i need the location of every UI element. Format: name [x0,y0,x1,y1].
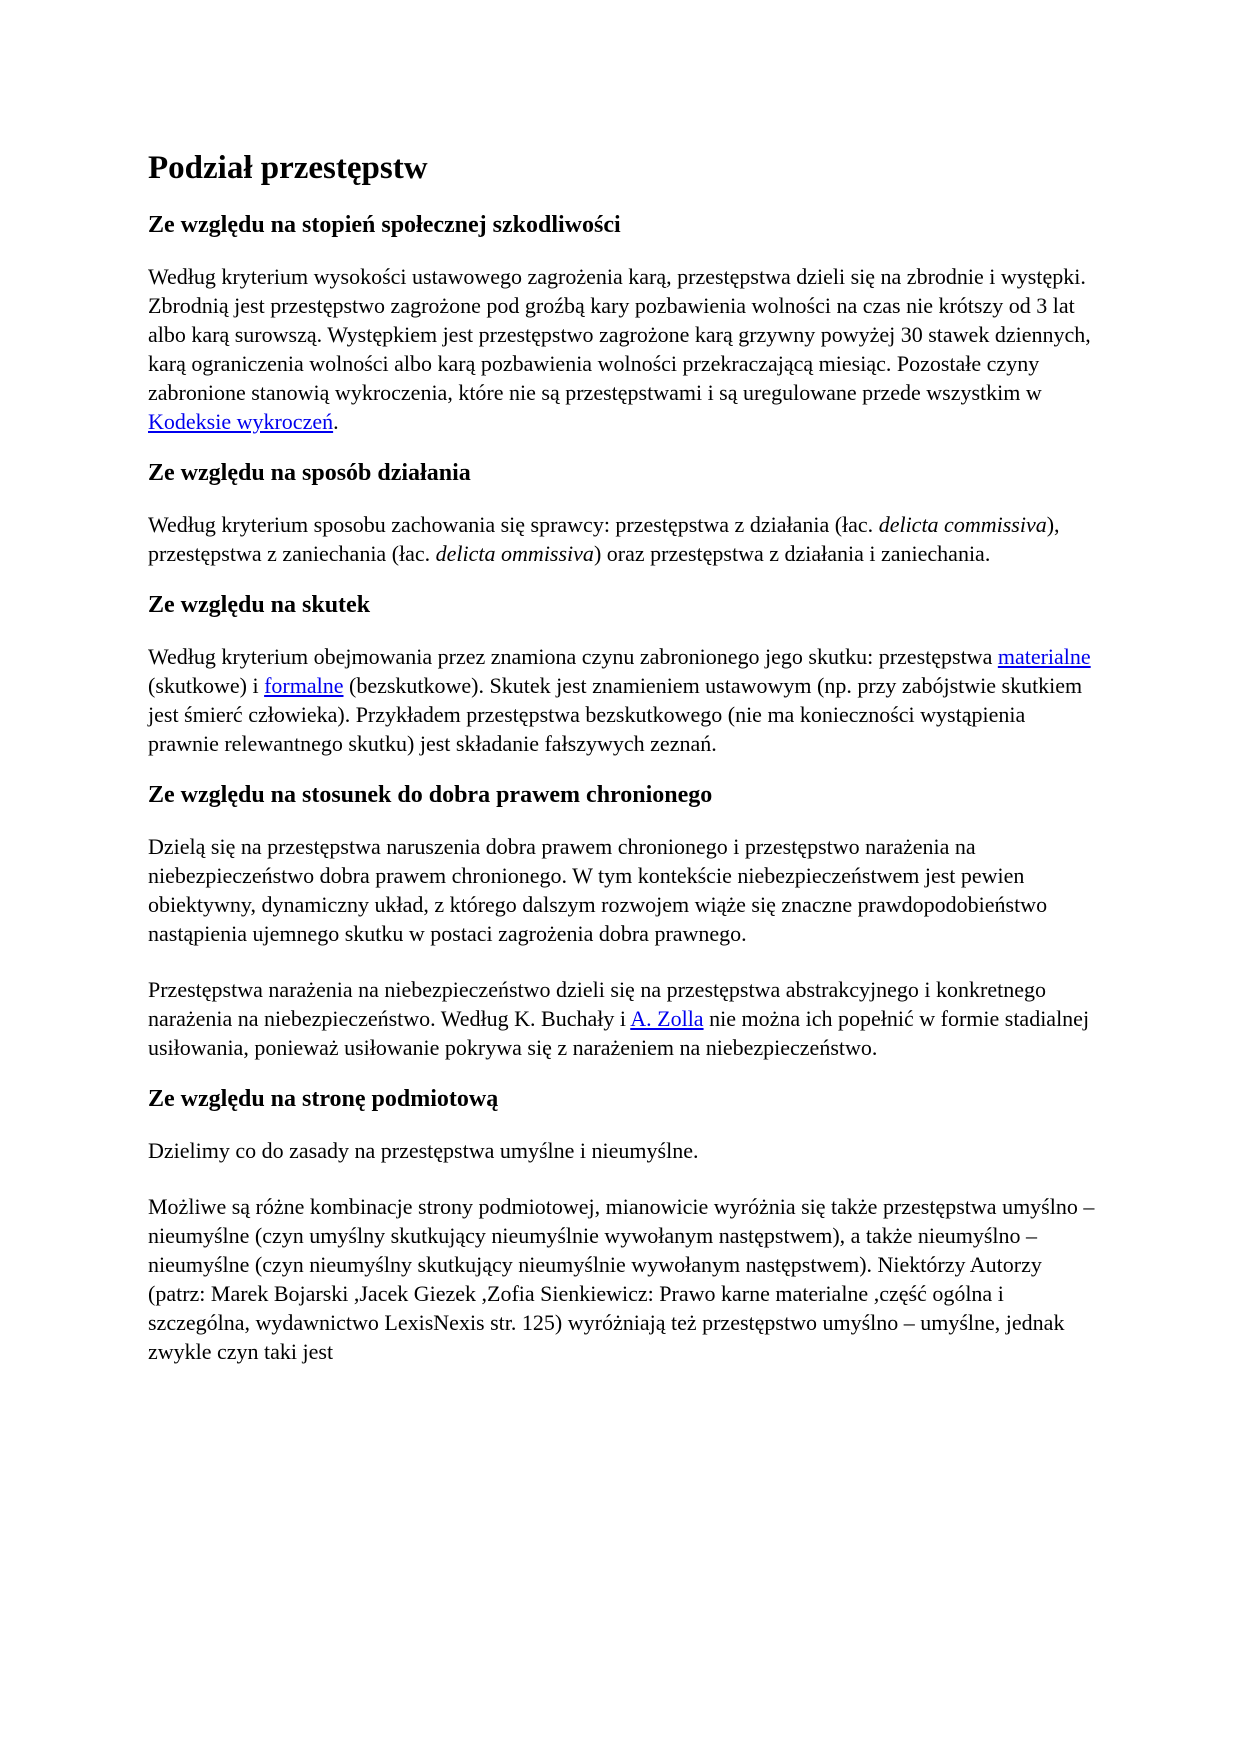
paragraph-skutek [148,642,1096,758]
document-page [148,148,1096,1393]
section-heading-dobro-chronione: Ze względu na stosunek do dobra prawem chronionego [148,782,713,808]
paragraph-text: Według kryterium wysokości ustawowego zagrożenia karą, przestępstwa dzieli się na zbrodnie i występki. Zbrodnią jest przestępstwo zagrożone pod groźbą kary pozbawienia wolności na czas nie krótszy od 3 lat albo karą surowszą. Występkiem jest przestępstwo zagrożone karą grzywny powyżej 30 stawek dziennych, karą ograniczenia wolności albo karą pozbawienia wolności przekraczającą miesiąc. Pozostałe czyny zabronione stanowią wykroczenia, które nie są przestępstwami i są uregulowane przede wszystkim w [148,264,1091,405]
document-title: Podział przestępstw [148,150,428,186]
latin-term: delicta ommissiva [435,541,594,566]
section-heading-sposob-dzialania: Ze względu na sposób działania [148,460,471,486]
paragraph-strona-podmiotowa-1: Dzielimy co do zasady na przestępstwa umyślne i nieumyślne. [148,1138,699,1163]
paragraph-text: Według kryterium obejmowania przez znamiona czynu zabronionego jego skutku: przestępstwa [148,644,998,669]
latin-term: delicta commissiva [878,512,1047,537]
paragraph-text: . [333,409,339,434]
paragraph-text: (bezskutkowe). Skutek jest znamieniem ustawowym (np. przy zabójstwie skutkiem jest śmierć człowieka). Przykładem przestępstwa bezskutkowego (nie ma konieczności wystąpienia prawnie relewantnego skutku) jest składanie fałszywych zeznań. [148,673,1083,756]
paragraph-text: Według kryterium sposobu zachowania się sprawcy: przestępstwa z działania (łac. [148,512,879,537]
link-kodeks-wykroczen[interactable]: Kodeksie wykroczeń [148,409,334,434]
link-a-zoll[interactable]: A. Zolla [630,1006,704,1031]
paragraph-text: ) oraz przestępstwa z działania i zaniechania. [593,541,991,566]
paragraph-text: Przestępstwa narażenia na niebezpieczeństwo dzieli się na przestępstwa abstrakcyjnego i konkretnego narażenia na niebezpieczeństwo. Według K. Buchały i [148,977,1046,1031]
paragraph-text: (skutkowe) i [148,673,265,698]
link-formalne[interactable]: formalne [264,673,344,698]
section-heading-skutek: Ze względu na skutek [148,592,371,618]
paragraph-strona-podmiotowa-2: Możliwe są różne kombinacje strony podmiotowej, mianowicie wyróżnia się także przestępstwa umyślno – nieumyślne (czyn umyślny skutkujący nieumyślnie wywołanym następstwem), a także nieumyślno – nieumyślne (czyn nieumyślny skutkujący nieumyślnie wywołanym następstwem). Niektórzy Autorzy (patrz: Marek Bojarski ,Jacek Giezek ,Zofia Sienkiewicz: Prawo karne materialne ,część ogólna i szczególna, wydawnictwo LexisNexis str. 125) wyróżniają też przestępstwo umyślno – umyślne, jednak zwykle czyn taki jest [148,1194,1095,1364]
paragraph-dobro-chronione-1: Dzielą się na przestępstwa naruszenia dobra prawem chronionego i przestępstwo narażenia na niebezpieczeństwo dobra prawem chronionego. W tym kontekście niebezpieczeństwem jest pewien obiektywny, dynamiczny układ, z którego dalszym rozwojem wiąże się znaczne prawdopodobieństwo nastąpienia ujemnego skutku w postaci zagrożenia dobra prawnego. [148,834,1048,946]
paragraph-text: nie można ich popełnić w formie stadialnej usiłowania, ponieważ usiłowanie pokrywa się z narażeniem na niebezpieczeństwo. [148,1006,1090,1060]
paragraph-sposob-dzialania [148,510,1096,568]
paragraph-dobro-chronione-2 [148,975,1096,1062]
section-heading-strona-podmiotowa: Ze względu na stronę podmiotową [148,1086,499,1112]
paragraph-szkodliwosc [148,262,1096,436]
paragraph-text: ), przestępstwa z zaniechania (łac. [148,512,1060,566]
link-materialne[interactable]: materialne [997,644,1091,669]
section-heading-szkodliwosc: Ze względu na stopień społecznej szkodliwości [148,212,621,238]
